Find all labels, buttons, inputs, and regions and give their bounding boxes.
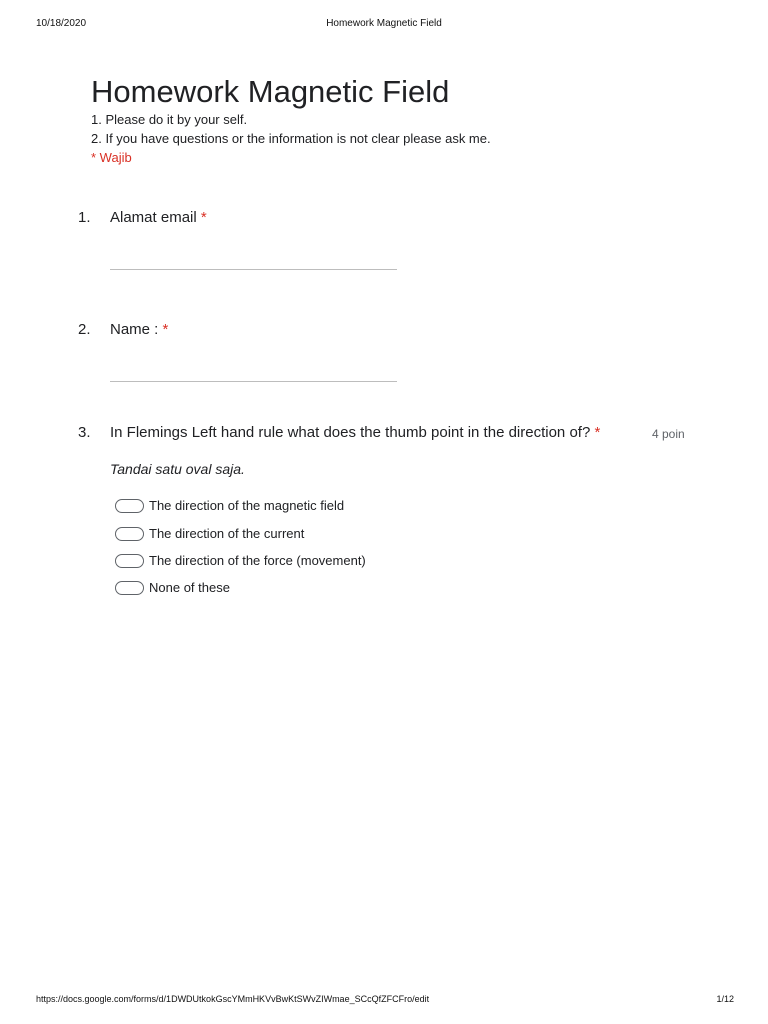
required-asterisk: * <box>162 321 169 338</box>
question-2-title <box>110 320 168 340</box>
print-header-title: Homework Magnetic Field <box>326 18 442 29</box>
radio-oval-icon[interactable] <box>115 554 144 568</box>
option-force[interactable] <box>115 552 366 570</box>
name-answer-field[interactable] <box>110 381 397 382</box>
form-title: Homework Magnetic Field <box>91 74 450 109</box>
radio-oval-icon[interactable] <box>115 499 144 513</box>
question-1-title <box>110 208 207 228</box>
option-label: None of these <box>149 580 230 595</box>
required-note: * Wajib <box>91 150 132 165</box>
required-asterisk: * <box>200 209 207 226</box>
question-2-text: Name : <box>110 321 159 338</box>
required-asterisk: * <box>594 424 601 441</box>
print-page-number: 1/12 <box>716 994 734 1004</box>
option-label: The direction of the current <box>149 526 305 541</box>
question-3-text: In Flemings Left hand rule what does the thumb point in the direction of? <box>110 424 591 441</box>
email-answer-field[interactable] <box>110 269 397 270</box>
option-none[interactable] <box>115 579 230 597</box>
question-3-title <box>110 423 600 443</box>
option-magnetic-field[interactable] <box>115 497 344 515</box>
question-1-text: Alamat email <box>110 209 197 226</box>
option-label: The direction of the magnetic field <box>149 498 345 513</box>
question-2-number: 2. <box>78 321 91 338</box>
question-3-number: 3. <box>78 424 91 441</box>
print-footer-url: https://docs.google.com/forms/d/1DWDUtkokGscYMmHKVvBwKtSWvZIWmae_SCcQfZFCFro/edit <box>36 994 430 1004</box>
question-1-number: 1. <box>78 209 91 226</box>
option-current[interactable] <box>115 525 304 543</box>
question-3-instruction: Tandai satu oval saja. <box>110 461 245 477</box>
question-3-points: 4 poin <box>652 427 685 441</box>
radio-oval-icon[interactable] <box>115 581 144 595</box>
option-label: The direction of the force (movement) <box>149 553 366 568</box>
form-description-line-2: 2. If you have questions or the information is not clear please ask me. <box>91 131 491 146</box>
form-description-line-1: 1. Please do it by your self. <box>91 112 248 127</box>
radio-oval-icon[interactable] <box>115 527 144 541</box>
print-date: 10/18/2020 <box>36 18 87 29</box>
